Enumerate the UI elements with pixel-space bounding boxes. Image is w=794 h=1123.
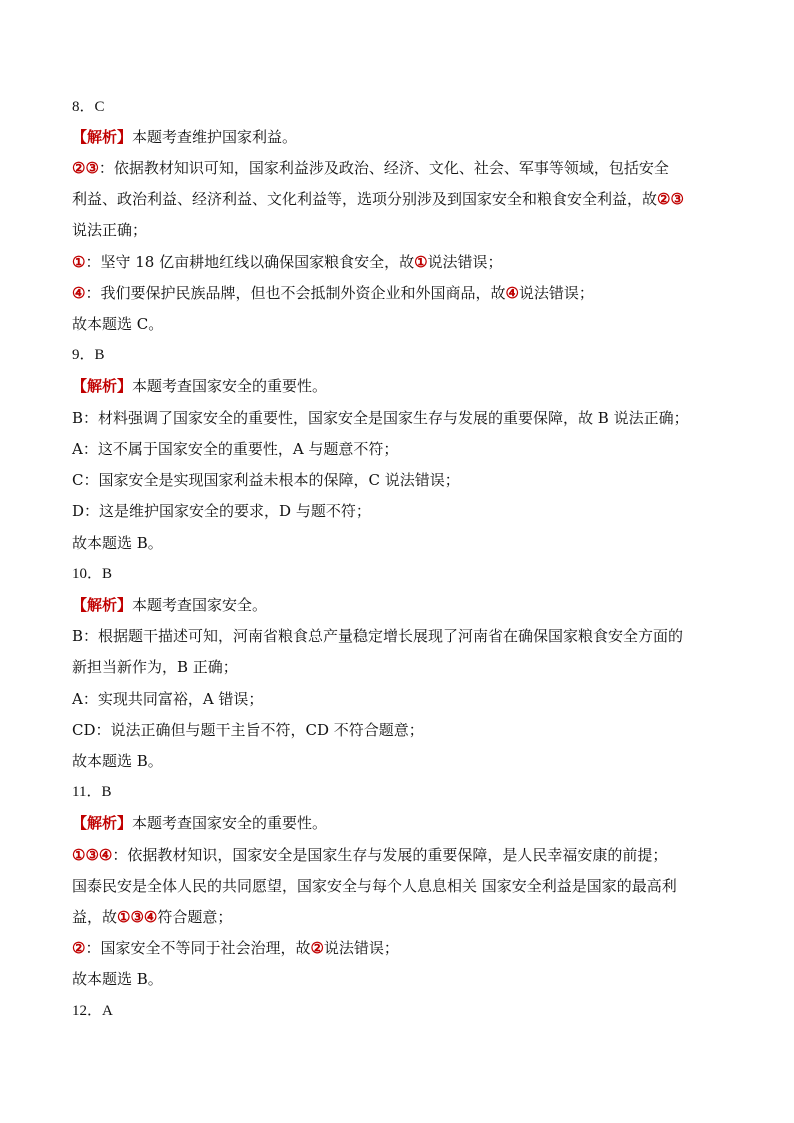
q11-line1 bbox=[72, 845, 667, 865]
q9-line-b: B：材料强调了国家安全的重要性，国家安全是国家生存与发展的重要保障，故 B 说法正确； bbox=[72, 409, 689, 427]
analysis-tag: 【解析】 bbox=[72, 814, 133, 832]
q12-number: 12．A bbox=[72, 1003, 113, 1019]
q8-line2-text: 利益、政治利益、经济利益、文化利益等，选项分别涉及到国家安全和粮食安全利益，故 bbox=[72, 190, 658, 208]
q8-line4-mark: ① bbox=[72, 253, 86, 271]
q11-line4 bbox=[72, 938, 399, 958]
q11-conclusion: 故本题选 B。 bbox=[72, 970, 163, 988]
q10-conclusion: 故本题选 B。 bbox=[72, 752, 163, 770]
q11-line3 bbox=[72, 907, 232, 927]
q9-line-c: C：国家安全是实现国家利益未根本的保障，C 说法错误； bbox=[72, 471, 460, 489]
q8-line4-text-b: 说法错误； bbox=[427, 253, 503, 271]
q8-line2-marks: ②③ bbox=[657, 190, 684, 208]
q8-line5-text-b: 说法错误； bbox=[518, 284, 594, 302]
q8-line4 bbox=[72, 252, 503, 272]
q8-intro: 本题考查维护国家利益。 bbox=[132, 128, 298, 146]
q10-intro: 本题考查国家安全。 bbox=[132, 596, 268, 614]
q8-line4-mark2: ① bbox=[414, 253, 428, 271]
q11-line1-marks: ①③④ bbox=[72, 846, 113, 864]
q11-line3-text-a: 益，故 bbox=[72, 908, 118, 926]
q11-line3-marks: ①③④ bbox=[117, 908, 158, 926]
q11-line4-text-a: ：国家安全不等同于社会治理，故 bbox=[85, 939, 311, 957]
q9-line-a: A：这不属于国家安全的重要性，A 与题意不符； bbox=[72, 440, 399, 458]
q11-analysis bbox=[72, 813, 327, 833]
q8-analysis bbox=[72, 127, 297, 147]
q8-line5-mark: ④ bbox=[72, 284, 86, 302]
q8-line1-marks: ②③ bbox=[72, 159, 99, 177]
q11-line2: 国泰民安是全体人民的共同愿望，国家安全与每个人息息相关 国家安全利益是国家的最高利 bbox=[72, 877, 677, 895]
q11-line1-text: ：依据教材知识，国家安全是国家生存与发展的重要保障，是人民幸福安康的前提； bbox=[112, 846, 668, 864]
q10-line-b2: 新担当新作为，B 正确； bbox=[72, 658, 238, 676]
q8-line3: 说法正确； bbox=[72, 221, 148, 239]
q8-line1 bbox=[72, 158, 669, 178]
q11-line4-mark2: ② bbox=[310, 939, 324, 957]
q9-number: 9．B bbox=[72, 347, 105, 363]
q11-number: 11．B bbox=[72, 784, 112, 800]
analysis-tag: 【解析】 bbox=[72, 377, 133, 395]
q11-line4-mark: ② bbox=[72, 939, 86, 957]
q8-line5-text-a: ：我们要保护民族品牌，但也不会抵制外资企业和外国商品，故 bbox=[85, 284, 506, 302]
q9-analysis bbox=[72, 376, 327, 396]
q10-line-cd: CD：说法正确但与题干主旨不符，CD 不符合题意； bbox=[72, 721, 424, 739]
q8-line2 bbox=[72, 189, 684, 209]
q9-conclusion: 故本题选 B。 bbox=[72, 534, 163, 552]
q10-line-a: A：实现共同富裕，A 错误； bbox=[72, 690, 264, 708]
q9-intro: 本题考查国家安全的重要性。 bbox=[132, 377, 328, 395]
q8-line1-text: ：依据教材知识可知，国家利益涉及政治、经济、文化、社会、军事等领域，包括安全 bbox=[98, 159, 669, 177]
q11-line4-text-b: 说法错误； bbox=[323, 939, 399, 957]
q10-number: 10．B bbox=[72, 566, 113, 582]
q8-line4-text-a: ：坚守 18 亿亩耕地红线以确保国家粮食安全，故 bbox=[85, 253, 415, 271]
q8-line5 bbox=[72, 283, 594, 303]
q10-analysis bbox=[72, 595, 267, 615]
q10-line-b1: B：根据题干描述可知，河南省粮食总产量稳定增长展现了河南省在确保国家粮食安全方面的 bbox=[72, 627, 684, 645]
q8-line5-mark2: ④ bbox=[505, 284, 519, 302]
analysis-tag: 【解析】 bbox=[72, 128, 133, 146]
q11-line3-text-b: 符合题意； bbox=[157, 908, 233, 926]
analysis-tag: 【解析】 bbox=[72, 596, 133, 614]
q11-intro: 本题考查国家安全的重要性。 bbox=[132, 814, 328, 832]
q9-line-d: D：这是维护国家安全的要求，D 与题不符； bbox=[72, 502, 371, 520]
q8-number: 8．C bbox=[72, 99, 105, 115]
q8-conclusion: 故本题选 C。 bbox=[72, 315, 164, 333]
